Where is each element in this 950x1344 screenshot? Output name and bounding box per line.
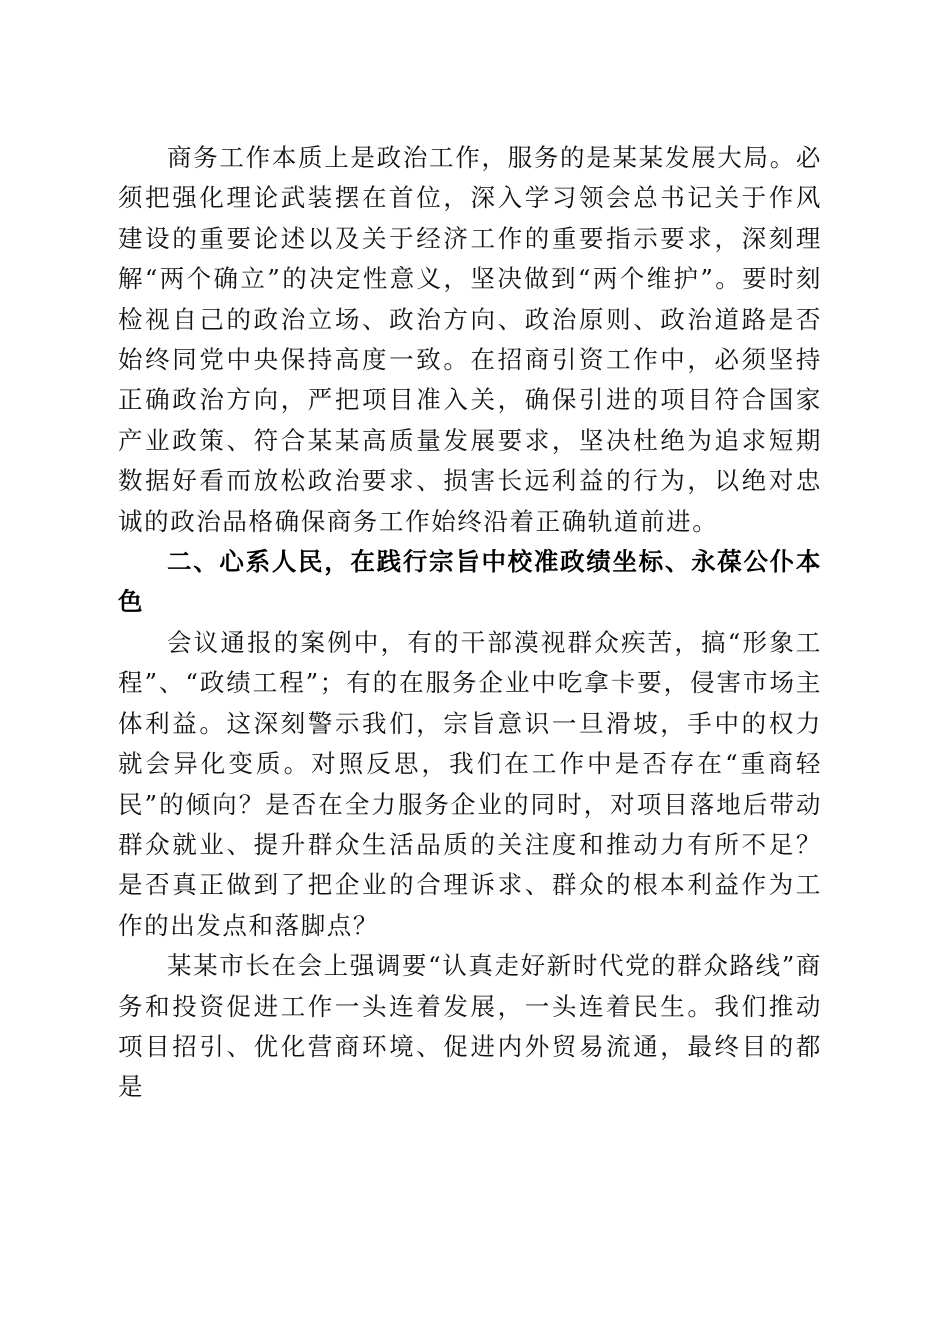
body-paragraph-mayor-remarks: 某某市长在会上强调要“认真走好新时代党的群众路线”商务和投资促进工作一头连着发展，一头连着民生。我们推动项目招引、优化营商环境、促进内外贸易流通，最终目的都是	[118, 951, 822, 1102]
body-paragraph-political-work: 商务工作本质上是政治工作，服务的是某某发展大局。必须把强化理论武装摆在首位，深入学习领会总书记关于作风建设的重要论述以及关于经济工作的重要指示要求，深刻理解“两个确立”的决定性意义，坚决做到“两个维护”。要时刻检视自己的政治立场、政治方向、政治原则、政治道路是否始终同党中央保持高度一致。在招商引资工作中，必须坚持正确政治方向，严把项目准入关，确保引进的项目符合国家产业政策、符合某某高质量发展要求，坚决杜绝为追求短期数据好看而放松政治要求、损害长远利益的行为，以绝对忠诚的政治品格确保商务工作始终沿着正确轨道前进。	[118, 143, 822, 536]
section-heading-2: 二、心系人民，在践行宗旨中校准政绩坐标、永葆公仆本色	[118, 547, 822, 617]
body-paragraph-meeting-cases: 会议通报的案例中，有的干部漠视群众疾苦，搞“形象工程”、“政绩工程”；有的在服务企业中吃拿卡要，侵害市场主体利益。这深刻警示我们，宗旨意识一旦滑坡，手中的权力就会异化变质。对照反思，我们在工作中是否存在“重商轻民”的倾向？是否在全力服务企业的同时，对项目落地后带动群众就业、提升群众生活品质的关注度和推动力有所不足？是否真正做到了把企业的合理诉求、群众的根本利益作为工作的出发点和落脚点？	[118, 627, 822, 940]
